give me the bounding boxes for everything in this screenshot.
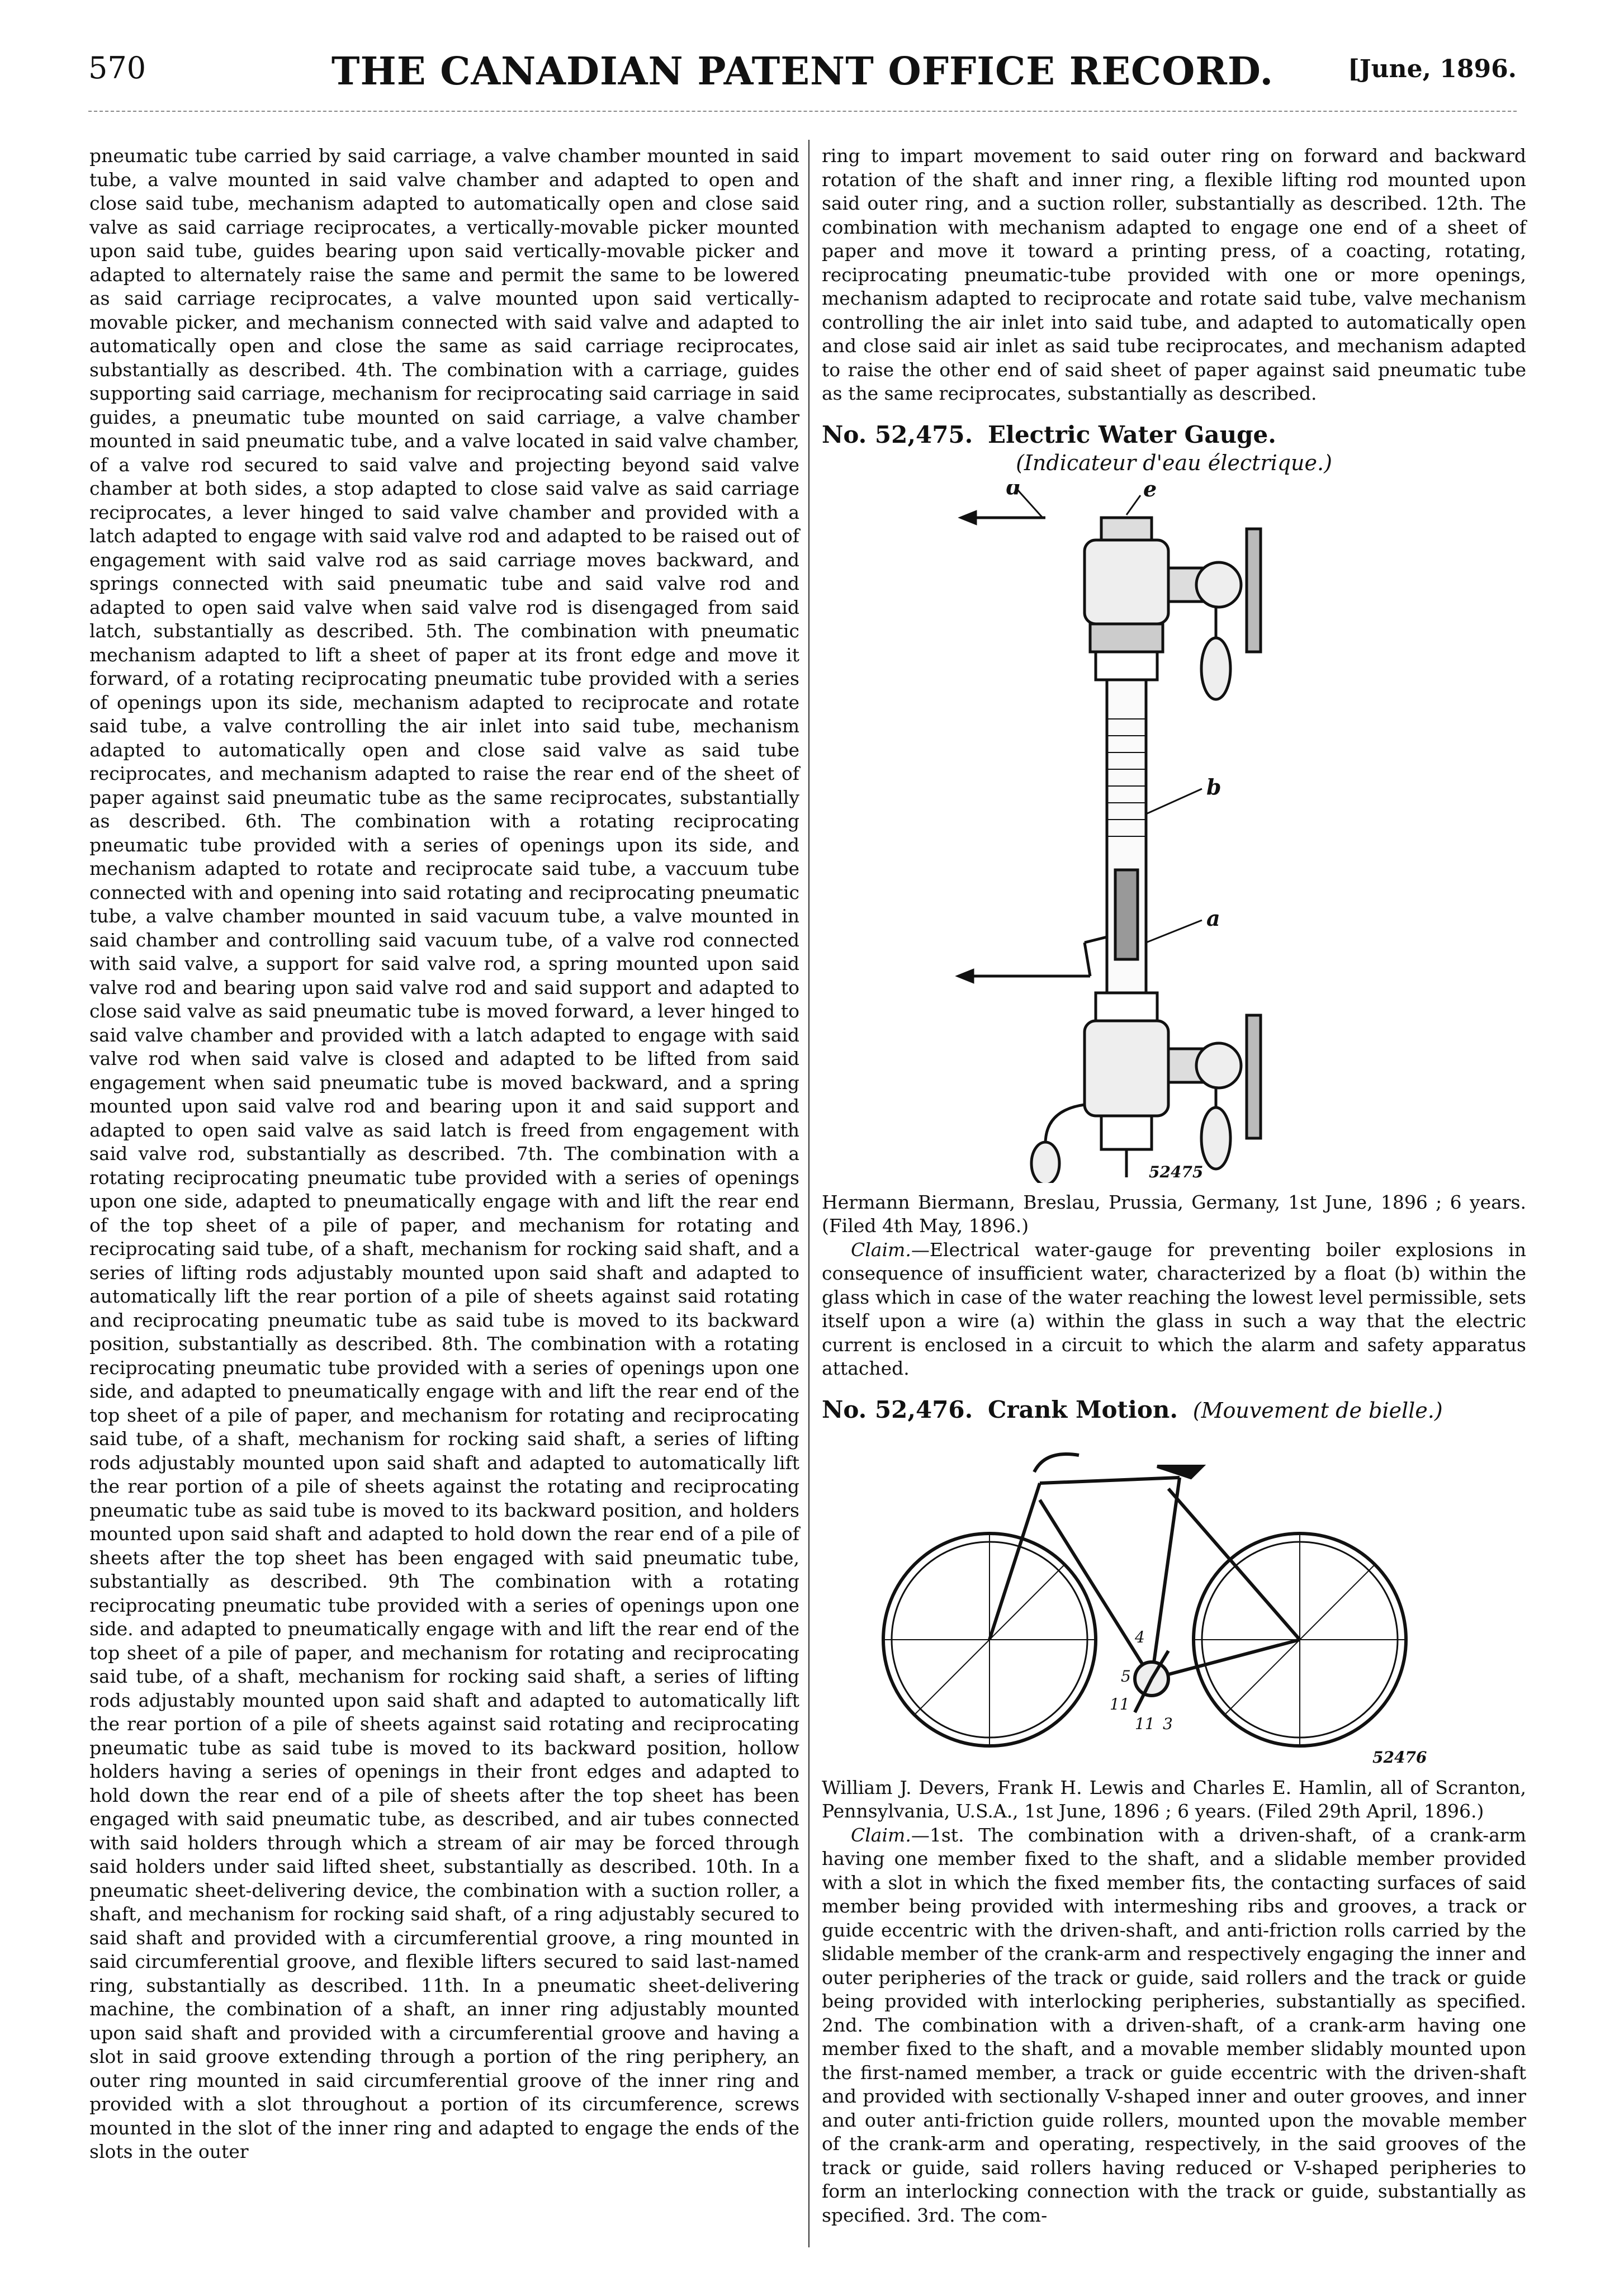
- patent-french-name: (Indicateur d'eau électrique.): [1016, 450, 1332, 475]
- fig-label-b: b: [1206, 774, 1221, 799]
- figure-number: 52476: [1372, 1748, 1427, 1767]
- fig-label-4: 4: [1135, 1627, 1145, 1646]
- issue-date: [June, 1896.: [1347, 55, 1517, 83]
- continuation-text: ring to impart movement to said outer ring on forward and backward rotation of the shaft and inner ring, a flexible lifting rod mounted upon said outer ring, and a suction roller, substantially as described. 12th. The combination with mechanism adapted to engage one end of a sheet of paper and move it toward a printing press, of a coacting, rotating, reciprocating pneumatic-tube provided with one or more openings, mechanism adapted to reciprocate and rotate said tube, valve mechanism controlling the air inlet into said tube, and adapted to automatically open and close said air inlet as said tube reciprocates, and mechanism adapted to raise the other end of said sheet of paper against said pneumatic tube as the same reciprocates, substantially as described.: [822, 145, 1526, 404]
- patent-name: Crank Motion.: [987, 1395, 1178, 1423]
- bicycle-drawing: [822, 1433, 1526, 1768]
- fig-label-11b: 11: [1135, 1714, 1155, 1733]
- water-gauge-figure: [822, 484, 1526, 1183]
- left-column: [89, 144, 799, 2164]
- claim-label: Claim.: [851, 1238, 911, 1261]
- patent-number: No. 52,476.: [822, 1395, 973, 1423]
- patent-52475-claim: [822, 1238, 1526, 1381]
- patent-52476-byline: William J. Devers, Frank H. Lewis and Charles E. Hamlin, all of Scranton, Pennsylvania, U.S.A., 1st June, 1896 ; 6 years. (Filed 29th April, 1896.): [822, 1776, 1526, 1822]
- column-divider: [808, 140, 809, 2247]
- patent-number: No. 52,475.: [822, 420, 973, 448]
- fig-label-3: 3: [1163, 1714, 1173, 1733]
- left-column-text: pneumatic tube carried by said carriage, a valve chamber mounted in said tube, a valve mounted in said valve chamber and adapted to open and close said tube, mechanism adapted to automatically open and close said valve as said carriage reciprocates, a vertically-movable picker mounted upon said tube, guides bearing upon said vertically-movable picker and adapted to alternately raise the same and permit the same to be lowered as said carriage reciprocates, a valve mounted upon said vertically-movable picker, and mechanism connected with said valve and adapted to automatically open and close the same as said carriage reciprocates, substantially as described. 4th. The combination with a carriage, guides supporting said carriage, mechanism for reciprocating said carriage in said guides, a pneumatic tube mounted on said carriage, a valve chamber mounted in said pneumatic tube, and a valve located in said valve chamber, of a valve rod secured to said valve and projecting beyond said valve chamber at both sides, a stop adapted to close said valve as said carriage reciprocates, a lever hinged to said valve chamber and provided with a latch adapted to engage with said valve rod and adapted to be raised out of engagement with said valve rod as said carriage moves backward, and springs connected with said pneumatic tube and said valve rod and adapted to open said valve when said valve rod is disengaged from said latch, substantially as described. 5th. The combination with pneumatic mechanism adapted to lift a sheet of paper at its front edge and move it forward, of a rotating reciprocating pneumatic tube provided with a series of openings upon its side, mechanism adapted to reciprocate and rotate said tube, a valve controlling the air inlet into said tube, mechanism adapted to automatically open and close said valve as said tube reciprocates, and mechanism adapted to raise the rear end of the sheet of paper against said pneumatic tube as the same reciprocates, substantially as described. 6th. The combination with a rotating reciprocating pneumatic tube provided with a series of openings upon its side, and mechanism adapted to rotate and reciprocate said tube, a vaccuum tube connected with and opening into said rotating and reciprocating pneumatic tube, a valve chamber mounted in said vacuum tube, a valve mounted in said chamber and controlling said vacuum tube, of a valve rod connected with said valve, a support for said valve rod, a spring mounted upon said valve rod and bearing upon said valve rod and said support and adapted to close said valve as said pneumatic tube is moved forward, a lever hinged to said valve chamber and provided with a latch adapted to engage with said valve rod when said valve is closed and adapted to be lifted from said engagement when said pneumatic tube is moved backward, and a spring mounted upon said valve rod and bearing upon it and said support and adapted to open said valve as said latch is freed from engagement with said valve rod, substantially as described. 7th. The combination with a rotating reciprocating pneumatic tube provided with a series of openings upon one side, adapted to pneumatically engage with and lift the rear end of the top sheet of a pile of paper, and mechanism for rotating and reciprocating said tube, of a shaft, mechanism for rocking said shaft, and a series of lifting rods adjustably mounted upon said shaft and adapted to automatically lift the rear portion of a pile of sheets against said rotating and reciprocating pneumatic tube as said tube is moved to its backward position, substantially as described. 8th. The combination with a rotating reciprocating pneumatic tube provided with a series of openings upon one side, and adapted to pneumatically engage with and lift the rear end of the top sheet of a pile of paper, and mechanism for rotating and reciprocating said tube, of a shaft, mechanism for rocking said shaft, a series of lifting rods adjustably mounted upon said shaft and adapted to automatically lift the rear portion of a pile of sheets against the rotating and reciprocating pneumatic tube as said tube is moved to its backward position, and holders mounted upon said shaft and adapted to hold down the rear end of a pile of sheets after the top sheet has been engaged with said pneumatic tube, substantially as described. 9th The combination with a rotating reciprocating pneumatic tube provided with a series of openings upon one side. and adapted to pneumatically engage with and lift the rear end of the top sheet of a pile of paper, and mechanism for rotating and reciprocating said tube, of a shaft, mechanism for rocking said shaft, a series of lifting rods adjustably mounted upon said shaft and adapted to automatically lift the rear portion of a pile of sheets against said rotating and reciprocating pneumatic tube as said tube is moved to its backward position, hollow holders having a series of openings in their front edges and adapted to hold down the rear end of a pile of sheets after the top sheet has been engaged with said pneumatic tube, as described, and air tubes connected with said holders through which a stream of air may be forced through said holders under said lifted sheet, substantially as described. 10th. In a pneumatic sheet-delivering device, the combination with a suction roller, a shaft, and mechanism for rocking said shaft, of a ring adjustably secured to said shaft and provided with a circumferential groove, a ring mounted in said circumferential groove, and flexible lifters secured to said last-named ring, substantially as described. 11th. In a pneumatic sheet-delivering machine, the combination of a shaft, an inner ring adjustably mounted upon said shaft and provided with a circumferential groove and having a slot in said groove extending through a portion of the ring periphery, an outer ring mounted in said circumferential groove of the inner ring and provided with a slot throughout a portion of its circumference, screws mounted in the slot of the inner ring and adapted to engage the ends of the slots in the outer: [89, 145, 799, 2162]
- page-header: [0, 0, 1605, 106]
- header-rule: [88, 111, 1517, 112]
- fig-label-d: d: [1006, 484, 1021, 499]
- claim-text: —1st. The combination with a driven-shaft, of a crank-arm having one member fixed to the shaft, and a slidable member provided with a slot in which the fixed member fits, the contacting surfaces of said member being provided with intermeshing ribs and grooves, a track or guide eccentric with the driven-shaft, and anti-friction rolls carried by the slidable member of the crank-arm and respectively engaging the inner and outer peripheries of the track or guide, said rollers and the track or guide being provided with interlocking peripheries, substantially as specified. 2nd. The combination with a driven-shaft, of a crank-arm having one member fixed to the shaft, and a movable member slidably mounted upon the first-named member, a track or guide eccentric with the driven-shaft and provided with sectionally V-shaped inner and outer grooves, and inner and outer anti-friction guide rollers, mounted upon the movable member of the crank-arm and operating, respectively, in the said grooves of the track or guide, said rollers having reduced or V-shaped peripheries to form an interlocking connection with the track or guide, substantially as specified. 3rd. The com-: [822, 1824, 1526, 2226]
- patent-52476-heading: [822, 1395, 1526, 1425]
- patent-52475-byline: Hermann Biermann, Breslau, Prussia, Germany, 1st June, 1896 ; 6 years. (Filed 4th May, 1896.): [822, 1191, 1526, 1237]
- journal-title: THE CANADIAN PATENT OFFICE RECORD.: [331, 49, 1274, 94]
- fig-label-e: e: [1143, 484, 1157, 501]
- patent-52475-heading: [822, 420, 1526, 449]
- water-gauge-drawing: [822, 484, 1526, 1183]
- patent-french-name: (Mouvement de bielle.): [1192, 1398, 1443, 1423]
- right-column: [822, 144, 1526, 2227]
- fig-label-11a: 11: [1110, 1694, 1130, 1713]
- page-number: 570: [88, 50, 146, 86]
- patent-52476-claim: [822, 1824, 1526, 2228]
- fig-label-5: 5: [1121, 1667, 1131, 1686]
- fig-label-a: a: [1206, 905, 1220, 931]
- claim-text: —Electrical water-gauge for preventing boiler explosions in consequence of insufficient water, characterized by a float (b) within the glass which in case of the water reaching the lowest level permissible, sets itself upon a wire (a) within the glass in such a way that the electric current is enclosed in a circuit to which the alarm and safety apparatus attached.: [822, 1238, 1526, 1379]
- figure-number: 52475: [1149, 1162, 1204, 1181]
- bicycle-figure: [822, 1433, 1526, 1768]
- claim-label: Claim.: [851, 1824, 911, 1846]
- patent-name: Electric Water Gauge.: [987, 420, 1276, 448]
